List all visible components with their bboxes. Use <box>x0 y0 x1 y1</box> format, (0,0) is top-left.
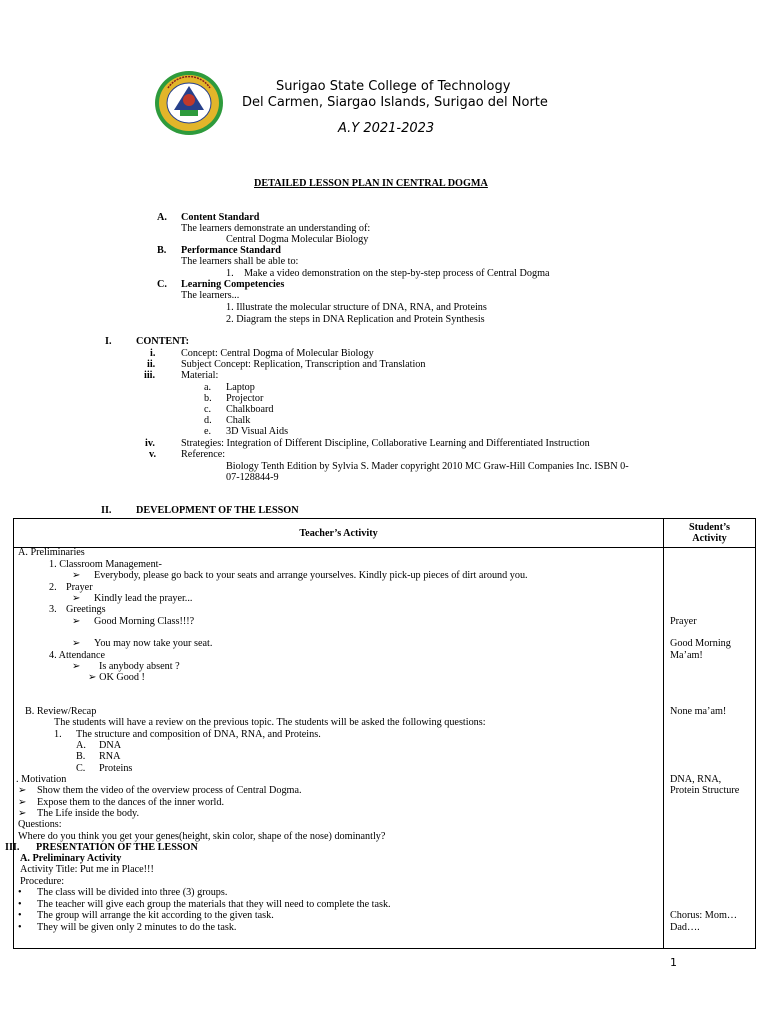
teacher-activity-header <box>14 519 664 548</box>
development-num: II. <box>101 505 112 516</box>
material-letter: c. <box>204 404 212 415</box>
student-dna-answer: DNA, RNA, <box>670 774 722 785</box>
procedure-label: Procedure: <box>20 876 65 887</box>
review-label: B. Review/Recap <box>25 706 97 717</box>
academic-year: A.Y 2021-2023 <box>338 121 435 136</box>
list-item: Everybody, please go back to your seats and arrange yourselves. Kindly pick-up pieces of dirt around you. <box>94 570 528 581</box>
arrow-bullet-icon: ➢ <box>18 785 27 796</box>
preliminaries-label: A. Preliminaries <box>18 547 85 558</box>
student-activity-cell <box>664 548 756 949</box>
arrow-bullet-icon: ➢ <box>88 672 97 683</box>
list-item: You may now take your seat. <box>94 638 213 649</box>
content-i-num: i. <box>150 348 156 359</box>
development-heading: DEVELOPMENT OF THE LESSON <box>136 505 299 516</box>
student-prayer: Prayer <box>670 616 697 627</box>
list-item-letter: C. <box>76 763 86 774</box>
obj-c-line2: 1. Illustrate the molecular structure of DNA, RNA, and Proteins <box>226 302 487 313</box>
material-letter: d. <box>204 415 212 426</box>
reference-line1: Biology Tenth Edition by Sylvia S. Mader copyright 2010 MC Graw-Hill Companies Inc. ISBN 0- <box>226 461 629 472</box>
activity-title: Activity Title: Put me in Place!!! <box>20 864 154 875</box>
motivation-label: . Motivation <box>16 774 67 785</box>
list-item: The Life inside the body. <box>37 808 140 819</box>
list-item: The group will arrange the kit according to the given task. <box>37 910 274 921</box>
review-text: The students will have a review on the previous topic. The students will be asked the following questions: <box>54 717 486 728</box>
list-item: Good Morning Class!!!? <box>94 616 195 627</box>
prayer-num: 2. <box>49 582 57 593</box>
arrow-bullet-icon: ➢ <box>18 808 27 819</box>
arrow-bullet-icon: ➢ <box>72 638 81 649</box>
content-v-text: Reference: <box>181 449 226 460</box>
material-letter: a. <box>204 382 212 393</box>
obj-b-num: 1. <box>226 268 234 279</box>
question-num: 1. <box>54 729 62 740</box>
obj-c-label: C. <box>157 279 167 290</box>
content-num: I. <box>105 336 112 347</box>
list-item: Is anybody absent ? <box>99 661 180 672</box>
content-ii-text: Subject Concept: Replication, Transcription and Translation <box>181 359 426 370</box>
preliminary-activity-label: A. Preliminary Activity <box>20 853 122 864</box>
greetings-instruction <box>72 616 194 628</box>
institution-name: Surigao State College of Technology <box>276 79 511 94</box>
list-item: OK Good ! <box>99 672 145 683</box>
student-chorus: Chorus: Mom… <box>670 910 738 921</box>
content-iii-text: Material: <box>181 370 219 381</box>
material-item: Laptop <box>226 382 255 393</box>
list-item: The class will be divided into three (3) groups. <box>37 887 228 898</box>
page-number: 1 <box>670 956 677 969</box>
student-activity-header-line2: Activity <box>692 533 727 544</box>
presentation-num: III. <box>5 842 20 853</box>
student-good-morning: Good Morning <box>670 638 731 649</box>
motivation-item <box>18 785 302 797</box>
genes-question: Where do you think you get your genes(height, skin color, shape of the nose) dominantly? <box>18 831 386 842</box>
content-heading: CONTENT: <box>136 336 190 347</box>
classroom-management-label: 1. Classroom Management- <box>49 559 162 570</box>
material-item: Chalk <box>226 415 251 426</box>
bullet-icon: • <box>18 887 22 898</box>
procedure-item <box>18 922 236 934</box>
teacher-activity-header-label: Teacher’s Activity <box>299 527 378 539</box>
procedure-item <box>18 910 274 922</box>
obj-b-line2: Make a video demonstration on the step-by-step process of Central Dogma <box>244 268 550 279</box>
presentation-heading: PRESENTATION OF THE LESSON <box>36 842 198 853</box>
procedure-item <box>18 887 227 899</box>
material-item: Projector <box>226 393 264 404</box>
attendance-ok <box>88 672 145 684</box>
content-iii-num: iii. <box>144 370 156 381</box>
content-i-text: Concept: Central Dogma of Molecular Biology <box>181 348 374 359</box>
list-item: Kindly lead the prayer... <box>94 593 193 604</box>
obj-a-line1: The learners demonstrate an understanding of: <box>181 223 371 234</box>
question-text: The structure and composition of DNA, RNA, and Proteins. <box>76 729 321 740</box>
prayer-label: Prayer <box>66 582 93 593</box>
material-item: 3D Visual Aids <box>226 426 289 437</box>
student-activity-header-line1: Student’s <box>689 522 730 533</box>
content-iv-text: Strategies: Integration of Different Discipline, Collaborative Learning and Differentiated Instruction <box>181 438 590 449</box>
list-item: Expose them to the dances of the inner world. <box>37 797 225 808</box>
material-item: Chalkboard <box>226 404 274 415</box>
list-item: Show them the video of the overview process of Central Dogma. <box>37 785 302 796</box>
reference-line2: 07-128844-9 <box>226 472 279 483</box>
obj-c-line3: 2. Diagram the steps in DNA Replication and Protein Synthesis <box>226 314 485 325</box>
content-ii-num: ii. <box>147 359 156 370</box>
greetings-num: 3. <box>49 604 57 615</box>
seat-instruction <box>72 638 212 650</box>
obj-b-title: Performance Standard <box>181 245 281 256</box>
material-letter: e. <box>204 426 212 437</box>
bullet-icon: • <box>18 922 22 933</box>
attendance-label: 4. Attendance <box>49 650 106 661</box>
obj-a-label: A. <box>157 212 167 223</box>
material-letter: b. <box>204 393 212 404</box>
list-item-letter: A. <box>76 740 86 751</box>
list-item: Proteins <box>99 763 133 774</box>
questions-label: Questions: <box>18 819 62 830</box>
arrow-bullet-icon: ➢ <box>72 593 81 604</box>
list-item: RNA <box>99 751 121 762</box>
student-protein-answer: Protein Structure <box>670 785 740 796</box>
institution-location: Del Carmen, Siargao Islands, Surigao del Norte <box>242 95 548 110</box>
document-title: DETAILED LESSON PLAN IN CENTRAL DOGMA <box>254 178 488 189</box>
student-dad: Dad…. <box>670 922 700 933</box>
list-item: DNA <box>99 740 122 751</box>
college-seal-logo <box>154 70 224 136</box>
bullet-icon: • <box>18 910 22 921</box>
student-none: None ma’am! <box>670 706 727 717</box>
list-item: The teacher will give each group the materials that they will need to complete the task. <box>37 899 391 910</box>
student-maam: Ma’am! <box>670 650 703 661</box>
list-item: They will be given only 2 minutes to do the task. <box>37 922 237 933</box>
content-iv-num: iv. <box>145 438 155 449</box>
obj-a-line2: Central Dogma Molecular Biology <box>226 234 369 245</box>
obj-b-line1: The learners shall be able to: <box>181 256 299 267</box>
arrow-bullet-icon: ➢ <box>72 616 81 627</box>
greetings-label: Greetings <box>66 604 106 615</box>
student-activity-header <box>664 519 756 548</box>
list-item-letter: B. <box>76 751 86 762</box>
arrow-bullet-icon: ➢ <box>72 661 81 672</box>
content-v-num: v. <box>149 449 157 460</box>
obj-a-title: Content Standard <box>181 212 260 223</box>
obj-c-title: Learning Competencies <box>181 279 285 290</box>
obj-b-label: B. <box>157 245 167 256</box>
obj-c-line1: The learners... <box>181 290 240 301</box>
bullet-icon: • <box>18 899 22 910</box>
classroom-management-instruction <box>72 570 528 582</box>
arrow-bullet-icon: ➢ <box>18 797 27 808</box>
arrow-bullet-icon: ➢ <box>72 570 81 581</box>
